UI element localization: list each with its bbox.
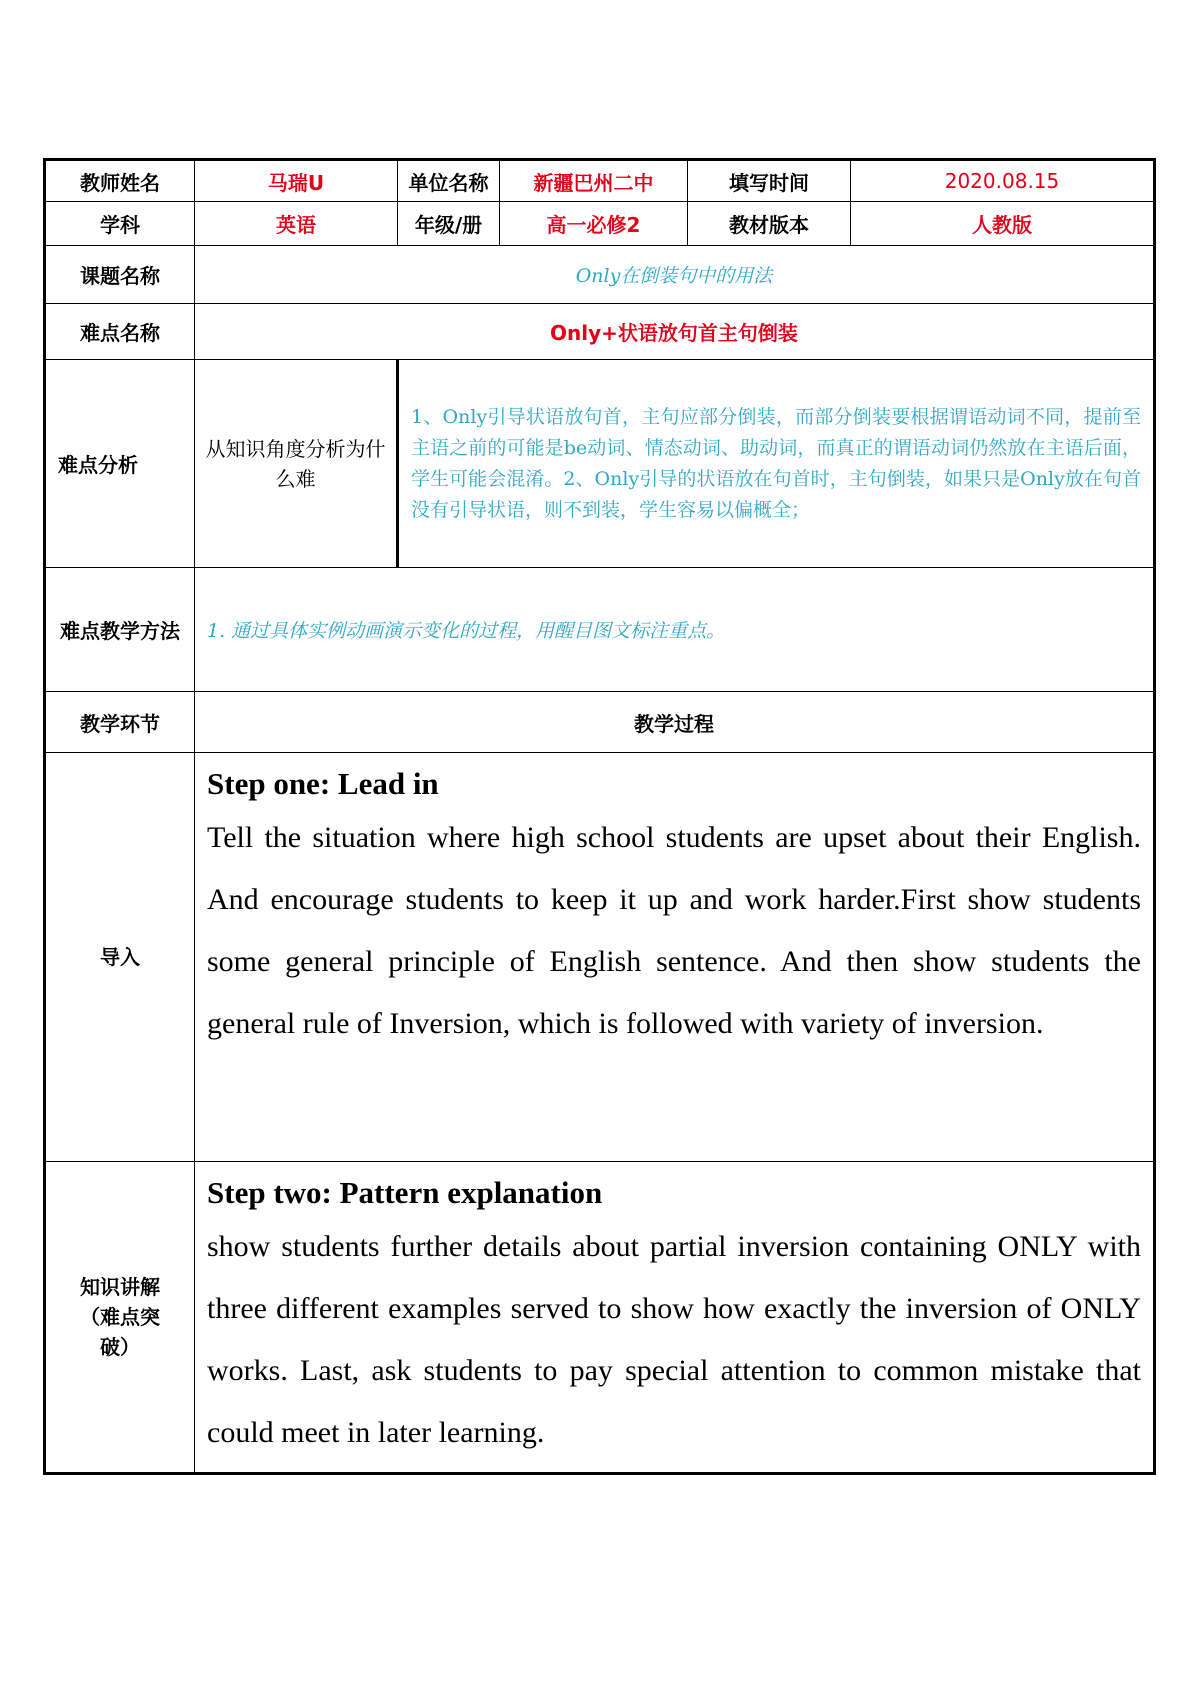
- process-header-row: [45, 692, 1155, 753]
- difficulty-label: 难点名称: [45, 304, 195, 360]
- step-1-title: Step one: Lead in: [207, 766, 439, 801]
- step-2-body: show students further details about partial inversion containing ONLY with three different examples served to show how exactly the inversion of ONLY works. Last, ask students to pay special attention to common mistake that could meet in later learning.: [207, 1230, 1141, 1449]
- step-row-1: [45, 753, 1155, 1162]
- teacher-label: 教师姓名: [45, 160, 195, 202]
- step-row-2: [45, 1162, 1155, 1474]
- step-2-title: Step two: Pattern explanation: [207, 1175, 603, 1210]
- header-row-1: [45, 160, 1155, 202]
- unit-value: 新疆巴州二中: [500, 160, 688, 202]
- grade-value: 高一必修2: [500, 202, 688, 246]
- topic-label: 课题名称: [45, 246, 195, 304]
- stage-header: 教学环节: [45, 692, 195, 753]
- method-text: 1. 通过具体实例动画演示变化的过程，用醒目图文标注重点。: [195, 568, 1155, 692]
- date-value: 2020.08.15: [851, 160, 1155, 202]
- header-row-2: [45, 202, 1155, 246]
- stage-2-label: 知识讲解（难点突破）: [45, 1162, 195, 1474]
- analysis-row: [45, 360, 1155, 568]
- step-1-body: Tell the situation where high school students are upset about their English. And encourage students to keep it up and work harder.First show students some general principle of English sentence. And then show students the general rule of Inversion, which is followed with variety of inversion.: [207, 821, 1141, 1040]
- date-label: 填写时间: [688, 160, 851, 202]
- lesson-plan-table: [43, 158, 1156, 1475]
- grade-label: 年级/册: [398, 202, 500, 246]
- subject-value: 英语: [195, 202, 398, 246]
- difficulty-row: [45, 304, 1155, 360]
- step-1-content: [195, 753, 1155, 1162]
- difficulty-value: Only+状语放句首主句倒装: [195, 304, 1155, 360]
- analysis-sub-label: 从知识角度分析为什么难: [195, 360, 398, 568]
- subject-label: 学科: [45, 202, 195, 246]
- step-2-content: [195, 1162, 1155, 1474]
- unit-label: 单位名称: [398, 160, 500, 202]
- method-row: [45, 568, 1155, 692]
- textbook-label: 教材版本: [688, 202, 851, 246]
- analysis-text: 1、Only引导状语放句首，主句应部分倒装，而部分倒装要根据谓语动词不同，提前至主语之前的可能是be动词、情态动词、助动词，而真正的谓语动词仍然放在主语后面，学生可能会混淆。2、Only引导的状语放在句首时，主句倒装，如果只是Only放在句首没有引导状语，则不到装，学生容易以偏概全；: [398, 360, 1155, 568]
- analysis-label: 难点分析: [45, 360, 195, 568]
- topic-row: [45, 246, 1155, 304]
- textbook-value: 人教版: [851, 202, 1155, 246]
- topic-value: Only在倒装句中的用法: [195, 246, 1155, 304]
- stage-1-label: 导入: [45, 753, 195, 1162]
- teacher-value: 马瑞U: [195, 160, 398, 202]
- method-label: 难点教学方法: [45, 568, 195, 692]
- process-header: 教学过程: [195, 692, 1155, 753]
